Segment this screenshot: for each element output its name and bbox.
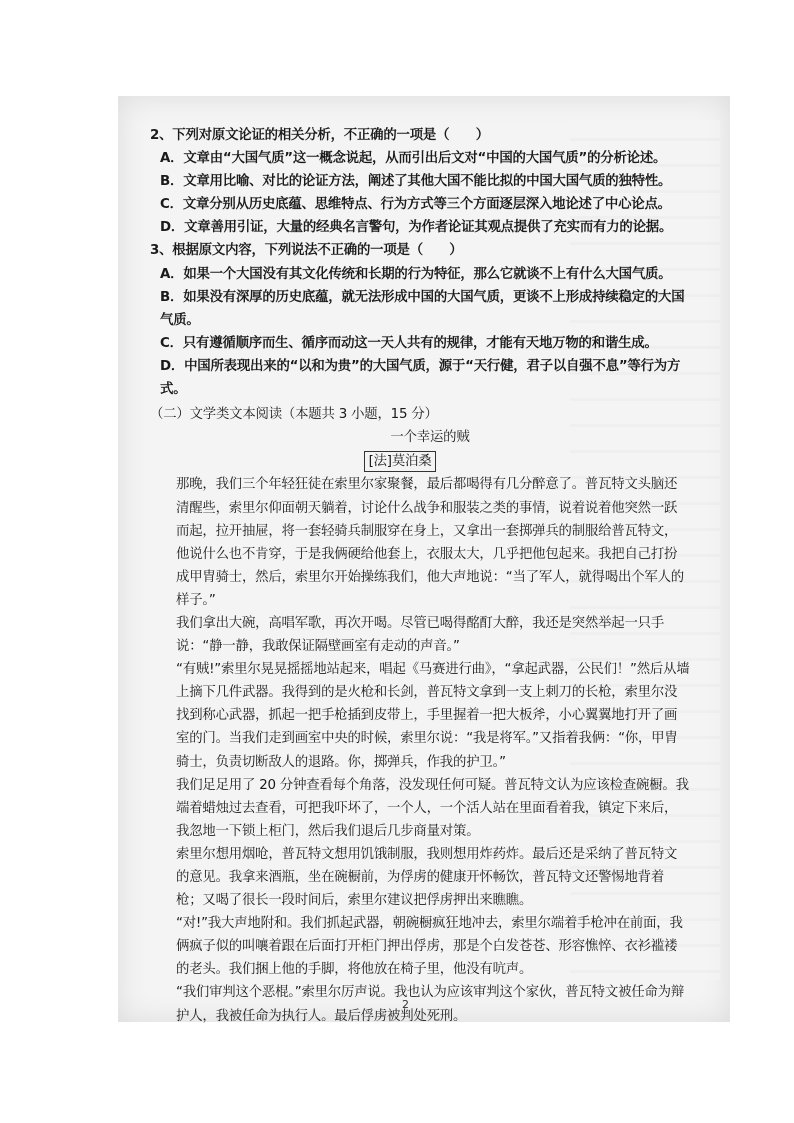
paragraph-4: 我们足足用了 20 分钟查看每个角落，没发现任何可疑。普瓦特文认为应该检查碗橱。我端着蜡烛过去查看，可把我吓坏了，一个人，一个活人站在里面看着我，镇定下来后，我忽地一下锁上柜门，然后我们退后几步商量对策。 (176, 777, 689, 839)
q2-option-d: D．文章善用引证，大量的经典名言警句，为作者论证其观点提供了充实而有力的论据。 (160, 220, 673, 236)
q2-stem: 2、下列对原文论证的相关分析，不正确的一项是（ ） (150, 128, 489, 143)
q2-option-a: A．文章由“大国气质”这一概念说起，从而引出后文对“中国的大国气质”的分析论述。 (160, 151, 667, 167)
document-body (150, 124, 690, 1028)
q3-option-c: C．只有遵循顺序而生、循序而动这一天人共有的规律，才能有天地万物的和谐生成。 (160, 335, 658, 351)
author-line (150, 449, 690, 473)
q2-option-c: C．文章分别从历史底蕴、思维特点、行为方式等三个方面逐层深入地论述了中心论点。 (160, 197, 671, 213)
page-number: 2 (402, 998, 409, 1011)
paragraph-7: “我们审判这个恶棍。”索里尔厉声说。我也认为应该审判这个家伙，普瓦特文被任命为辩护人，我被任命为执行人。最后俘虏被判处死刑。 (176, 985, 685, 1024)
paragraph-5: 索里尔想用烟呛，普瓦特文想用饥饿制服，我则想用炸药炸。最后还是采纳了普瓦特文的意见。我拿来酒瓶，坐在碗橱前，为俘虏的健康开怀畅饮，普瓦特文还警惕地背着枪；又喝了很长一段时间后，索里尔建议把俘虏押出来瞧瞧。 (176, 846, 678, 909)
author: [法]莫泊桑 (364, 451, 437, 472)
q3-option-d: D．中国所表现出来的“以和为贵”的大国气质，源于“天行健，君子以自强不息”等行为方式。 (160, 358, 681, 398)
q3-option-a: A．如果一个大国没有其文化传统和长期的行为特征，那么它就谈不上有什么大国气质。 (160, 266, 672, 282)
story-title: 一个幸运的贼 (390, 430, 470, 446)
paragraph-6: “对!”我大声地附和。我们抓起武器，朝碗橱疯狂地冲去，索里尔端着手枪冲在前面，我俩疯子似的叫嚷着跟在后面打开柜门押出俘虏，那是个白发苍苍、形容憔悴、衣衫褴褛的老头。我们捆上他的手脚，将他放在椅子里，他没有吭声。 (176, 916, 683, 978)
section-heading: （二）文学类文本阅读（本题共 3 小题，15 分） (150, 407, 438, 423)
q3-option-b: B．如果没有深厚的历史底蕴，就无法形成中国的大国气质，更谈不上形成持续稳定的大国气质。 (160, 289, 685, 328)
q2-option-b: B．文章用比喻、对比的论证方法，阐述了其他大国不能比拟的中国大国气质的独特性。 (160, 174, 672, 190)
q3-stem: 3、根据原文内容，下列说法不正确的一项是（ ） (150, 243, 463, 259)
paragraph-1: 那晚，我们三个年轻狂徒在索里尔家聚餐，最后都喝得有几分醉意了。普瓦特文头脑还清醒些，索里尔仰面朝天躺着，讨论什么战争和服装之类的事情，说着说着他突然一跃而起，拉开抽屉，将一套轻骑兵制服穿在身上，又拿出一套掷弹兵的制服给普瓦特文，他说什么也不肯穿，于是我俩硬给他套上，衣服太大，几乎把他包起来。我把自己打扮成甲胄骑士，然后，索里尔开始操练我们，他大声地说：“当了军人，就得喝出个军人的样子。” (176, 477, 684, 608)
paragraph-2: 我们拿出大碗，高唱军歌，再次开喝。尽管已喝得酩酊大醉，我还是突然举起一只手说：“静一静，我敢保证隔壁画室有走动的声音。” (176, 615, 665, 655)
paragraph-3: “有贼!”索里尔晃晃摇摇地站起来，唱起《马赛进行曲》，“拿起武器，公民们！”然后从墙上摘下几件武器。我得到的是火枪和长剑，普瓦特文拿到一支上刺刀的长枪，索里尔没找到称心武器，抓起一把手枪插到皮带上，手里握着一把大板斧，小心翼翼地打开了画室的门。当我们走到画室中央的时候，索里尔说：“我是将军。”又指着我俩：“你，甲胄骑士，负责切断敌人的退路。你，掷弹兵，作我的护卫。” (176, 662, 690, 770)
